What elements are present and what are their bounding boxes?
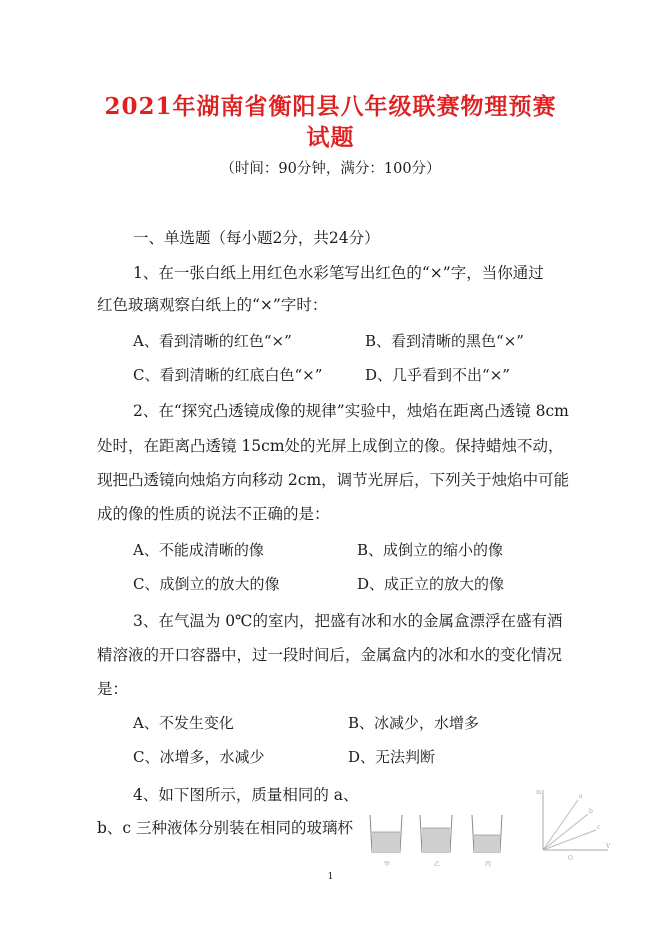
question-1-line-2: 红色玻璃观察白纸上的“×”字时：	[97, 296, 328, 314]
cup-label-jia: 甲	[384, 861, 391, 868]
question-2-option-a: A、不能成清晰的像	[133, 541, 264, 559]
label-origin: O	[568, 855, 573, 862]
section-heading: 一、单选题（每小题2分，共24分）	[133, 229, 380, 247]
exam-info: （时间：90分钟，满分：100分）	[220, 161, 441, 177]
label-b: b	[589, 808, 593, 815]
page-number: 1	[327, 872, 334, 882]
question-1-line-1: 1、在一张白纸上用红色水彩笔写出红色的“×”字，当你通过	[133, 264, 544, 282]
question-4-line-2: b、c 三种液体分别装在相同的玻璃杯	[97, 819, 354, 837]
question-2-option-b: B、成倒立的缩小的像	[357, 541, 504, 559]
question-3-line-1: 3、在气温为 0℃的室内，把盛有冰和水的金属盒漂浮在盛有酒	[133, 612, 563, 630]
question-3-option-a: A、不发生变化	[133, 714, 234, 732]
question-2-option-d: D、成正立的放大的像	[357, 575, 505, 593]
line-a	[543, 800, 578, 850]
question-2-line-2: 处时，在距离凸透镜 15cm处的光屏上成倒立的像。保持蜡烛不动，	[97, 437, 564, 455]
document-title-continued: 试题	[306, 124, 355, 151]
label-a: a	[579, 793, 583, 800]
cup-label-yi: 乙	[434, 861, 441, 868]
cup-bing	[472, 815, 502, 868]
liquid-cups-figure	[360, 800, 510, 870]
question-2-line-3: 现把凸透镜向烛焰方向移动 2cm，调节光屏后，下列关于烛焰中可能	[97, 471, 570, 489]
question-1-option-d: D、几乎看到不出“×”	[365, 366, 510, 384]
cup-jia	[370, 815, 402, 868]
line-c	[543, 830, 596, 850]
document-title: 2021年湖南省衡阳县八年级联赛物理预赛	[104, 93, 557, 120]
question-3-line-2: 精溶液的开口容器中，过一段时间后，金属盒内的冰和水的变化情况	[97, 646, 563, 664]
line-b	[543, 814, 588, 850]
question-1-option-c: C、看到清晰的红底白色“×”	[133, 366, 323, 384]
question-1-option-a: A、看到清晰的红色“×”	[133, 332, 292, 350]
cup-label-bing: 丙	[485, 861, 492, 868]
question-2-option-c: C、成倒立的放大的像	[133, 575, 280, 593]
question-3-line-3: 是：	[97, 680, 129, 698]
mass-volume-graph	[528, 782, 618, 862]
question-2-line-4: 成的像的性质的说法不正确的是：	[97, 505, 330, 523]
question-3-option-c: C、冰增多，水减少	[133, 748, 265, 766]
label-m: m	[536, 789, 542, 796]
question-3-option-b: B、冰减少，水增多	[348, 714, 480, 732]
cup-yi	[420, 815, 452, 868]
question-1-option-b: B、看到清晰的黑色“×”	[365, 332, 524, 350]
label-v: V	[606, 843, 611, 850]
question-2-line-1: 2、在“探究凸透镜成像的规律”实验中，烛焰在距离凸透镜 8cm	[133, 402, 569, 420]
question-4-line-1: 4、如下图所示，质量相同的 a、	[133, 786, 359, 804]
question-3-option-d: D、无法判断	[348, 748, 436, 766]
label-c: c	[597, 824, 601, 831]
